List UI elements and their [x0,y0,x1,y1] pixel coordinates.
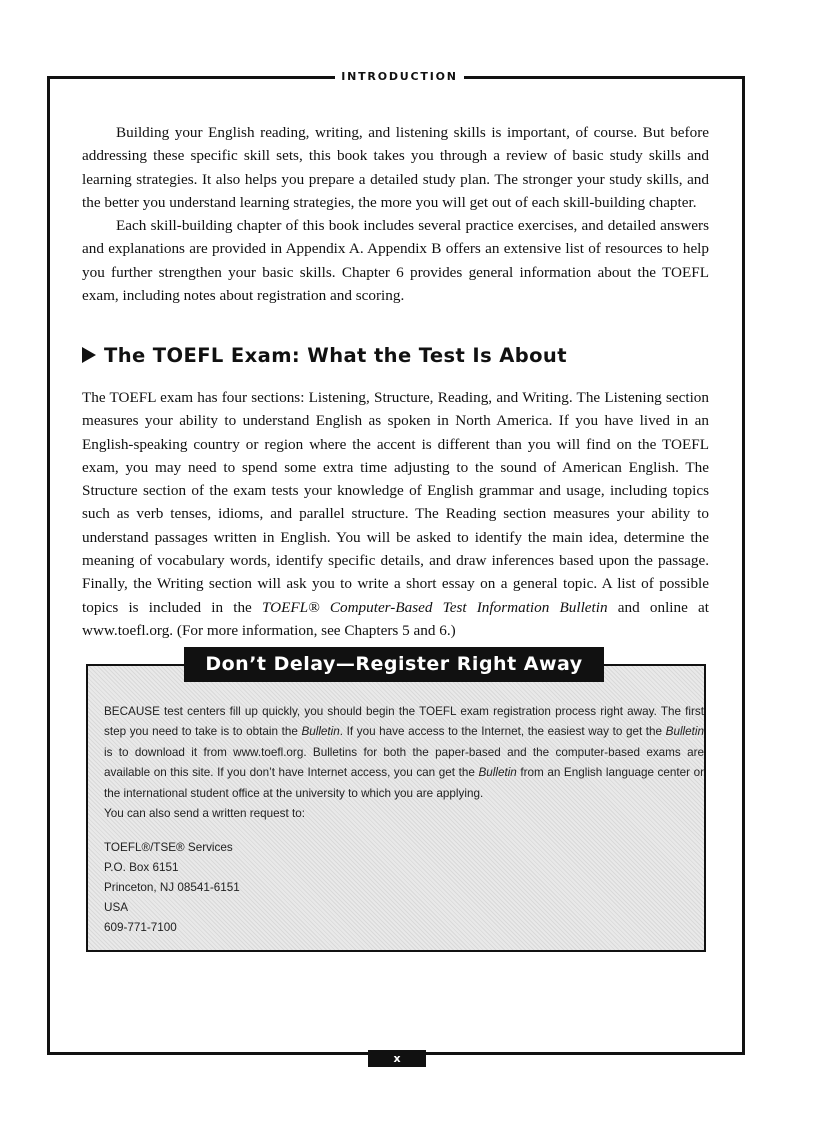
section-heading [82,344,702,374]
sidebar-seg-2: Bulletin [301,725,340,739]
sidebar-seg-3: . If you have access to the Internet, the easiest way to get the [339,725,666,739]
section-paragraph [82,386,709,642]
address-line-1: TOEFL®/TSE® Services [104,841,233,854]
section-paragraph-part-2: and online at www.toefl.org. (For more information, see Chapters 5 and 6.) [82,598,709,639]
address-line-3: Princeton, NJ 08541-6151 [104,881,240,894]
sidebar-seg-4: Bulletin [665,725,704,739]
section-text [82,386,709,642]
page-number: x [368,1050,426,1067]
sidebar-seg-7: from an English language center or the international student office at the university to which you are applying. [104,766,704,800]
intro-paragraph-2: Each skill-building chapter of this book includes several practice exercises, and detailed answers and explanations are provided in Appendix A. Appendix B offers an extensive list of resources to help you further strengthen your basic skills. Chapter 6 provides general information about the TOEFL exam, including notes about registration and scoring. [82,217,709,305]
bulletin-title: TOEFL® Computer-Based Test Information Bulletin [261,598,608,616]
sidebar-seg-1: BECAUSE test centers fill up quickly, you should begin the TOEFL exam registration process right away. The first step you need to take is to obtain the [104,705,704,739]
frame-left-rule [47,76,50,1054]
request-line: You can also send a written request to: [104,807,305,820]
intro-paragraph-1: Building your English reading, writing, and listening skills is important, of course. But before addressing these specific skill sets, this book takes you through a review of basic study skills and learning strategies. It also helps you prepare a detailed study plan. The stronger your study skills, and the better you understand learning strategies, the more you will get out of each skill-building chapter. [82,124,709,211]
sidebar-seg-6: Bulletin [478,766,517,780]
address-line-4: USA [104,901,129,914]
sidebar-paragraph [104,702,704,804]
frame-top-rule-left [47,76,335,79]
sidebar-text [104,702,704,804]
intro-text [82,121,709,307]
frame-right-rule [742,76,745,1054]
section-heading-text: The TOEFL Exam: What the Test Is About [104,344,567,367]
address-line-5: 609-771-7100 [104,921,177,934]
sidebar-seg-5: is to download it from www.toefl.org. Bulletins for both the paper-based and the computer-based exams are available on this site. If you don’t have Internet access, you can get the [104,745,704,780]
frame-top-rule-right [464,76,745,79]
address-line-2: P.O. Box 6151 [104,861,179,874]
triangle-arrow-icon [82,347,96,363]
running-head: INTRODUCTION [341,70,458,83]
sidebar-title: Don’t Delay—Register Right Away [184,647,604,682]
section-paragraph-part-1: The TOEFL exam has four sections: Listening, Structure, Reading, and Writing. The Listening section measures your ability to understand English as spoken in North America. If you have lived in an English-speaking country or region where the accent is different than you will find on the TOEFL exam, you may need to spend some extra time adjusting to the sound of American English. The Structure section of the exam tests your knowledge of English grammar and usage, including topics such as verb tenses, idioms, and parallel structure. The Reading section measures your ability to understand passages written in English. You will be asked to identify the main idea, determine the meaning of vocabulary words, identify specific details, and draw inferences based upon the passage. Finally, the Writing section will ask you to write a short essay on a general topic. A list of possible topics is included in the [82,389,709,616]
